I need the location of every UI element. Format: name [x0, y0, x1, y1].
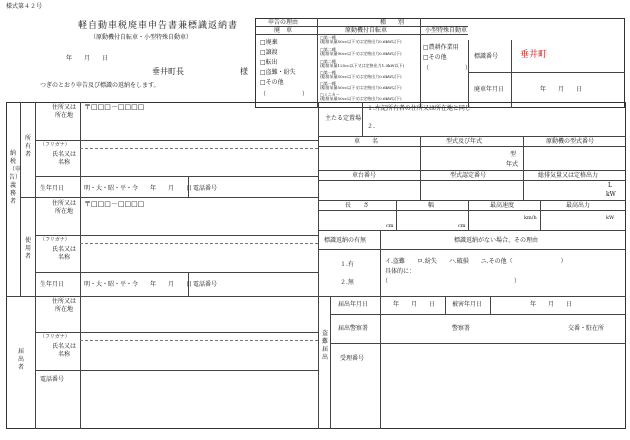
plate-town[interactable]: 垂井町	[520, 50, 548, 60]
taxpayer-label: 納税（申告）義務者	[9, 150, 22, 205]
engine-model-header: 原動機の型式番号	[546, 138, 595, 145]
displacement-header: 総排気量又は定格出力	[538, 172, 599, 179]
declarant-label: 届出者	[17, 348, 24, 371]
user-phone-label: 電話番号	[193, 281, 218, 288]
return-reasons[interactable]: イ.盗難 ロ.紛失 ハ.破損 ニ.その他（ ）	[385, 258, 567, 265]
moped-type-1[interactable]: □ 第二種 (総排気量90cc以下又は定格出力0.8kW以下)	[320, 48, 402, 56]
haisha-date-label: 廃車年月日	[474, 86, 505, 93]
power-unit: kW	[606, 215, 615, 221]
reason-checkbox-1[interactable]: □ 譲渡	[260, 50, 278, 56]
small-type-paren[interactable]: （ ）	[423, 65, 472, 72]
form-number: 様式第４２号	[6, 3, 43, 10]
damage-date-label: 被害年月日	[452, 301, 483, 308]
reason-checkbox-2[interactable]: □ 転出	[260, 60, 278, 66]
width-unit: cm	[458, 223, 466, 229]
declarant-address-label: 住所又は所在地	[51, 298, 76, 313]
submission-date[interactable]: 年 月 日	[66, 55, 109, 62]
owner-postal[interactable]: 〒□□□－□□□□	[84, 103, 145, 111]
user-label: 使用者	[24, 237, 31, 260]
station-label: 届出警察署	[338, 325, 369, 332]
declarant-name-label: 氏名又は名称	[51, 343, 76, 358]
user-birth-value[interactable]: 明・大・昭・平・令 年 月 日	[84, 281, 193, 288]
approval-header: 型式認定番号	[450, 172, 487, 179]
addressee: 垂井町長	[152, 67, 184, 76]
user-name-label: 氏名又は名称	[51, 246, 76, 261]
user-address-label: 住所又は所在地	[51, 200, 76, 215]
user-postal[interactable]: 〒□□□－□□□□	[84, 200, 145, 208]
moped-type-5[interactable]: □ ミニカー (総排気量50cc以下又は定格出力0.6kW以下)	[320, 93, 402, 101]
owner-label: 所有者	[24, 135, 31, 158]
return-specific: 具体的に：	[385, 268, 416, 275]
small-special-header: 小型特殊自動車	[425, 27, 468, 34]
return-label: 標識返納の有無	[324, 237, 367, 244]
small-type-0[interactable]: □ 農耕作業用	[423, 45, 459, 51]
vehicle-name-header: 車 名	[354, 138, 379, 145]
reason-header: 申告の理由	[268, 19, 299, 26]
model-year-header: 型式及び年式	[446, 138, 483, 145]
storage-option-1[interactable]: １.左記所有者の住所又は所在地と同じ	[367, 105, 471, 112]
storage-option-2[interactable]: ２.	[367, 123, 375, 130]
doc-subtitle: （原動機付自転車・小型特殊自動車）	[90, 34, 193, 41]
moped-type-4[interactable]: □ 第一種 (総排気量50cc以下又は定格出力0.6kW以下)	[320, 82, 402, 90]
year-suffix: 年式	[506, 161, 519, 168]
reason-other-paren[interactable]: （ ）	[260, 91, 309, 98]
user-birth-label: 生年月日	[40, 281, 65, 288]
unit-l: L	[608, 182, 612, 189]
reason-checkbox-4[interactable]: □ その他	[260, 80, 284, 86]
moped-type-2[interactable]: □ 第二種 (総排気量125cc以下又は定格出力1.0kW以下)	[320, 60, 404, 68]
length-header: 長 さ	[345, 202, 370, 209]
receipt-label: 受理番号	[340, 355, 365, 362]
reason-checkbox-0[interactable]: □ 廃棄	[260, 40, 278, 46]
length-unit: cm	[386, 223, 394, 229]
main-table	[6, 102, 626, 429]
owner-name-label: 氏名又は名称	[51, 151, 76, 166]
doc-title: 軽自動車税廃車申告書兼標識返納書	[78, 21, 239, 31]
reason-checkbox-3[interactable]: □ 盗難・紛失	[260, 70, 296, 76]
speed-unit: km/h	[524, 215, 537, 221]
station-suffix: 警察署	[452, 325, 471, 332]
haisha-header: 廃 車	[274, 27, 293, 34]
declarant-furigana-label: （フリガナ）	[40, 334, 70, 340]
owner-phone-label: 電話番号	[193, 185, 218, 192]
return-no[interactable]: ２.無	[340, 279, 354, 286]
plate-number-label: 標識番号	[474, 53, 499, 60]
storage-label: 主たる定置場	[325, 115, 362, 122]
koban-suffix: 交番・駐在所	[568, 325, 605, 332]
police-date-value[interactable]: 年 月 日	[393, 301, 436, 308]
speed-header: 最高速度	[490, 202, 515, 209]
return-reason-label: 標識返納がない場合、その理由	[454, 237, 539, 244]
owner-address-label: 住所又は所在地	[51, 104, 76, 119]
type-header: 種 別	[380, 19, 405, 26]
haisha-date-value[interactable]: 年 月 日	[540, 86, 583, 93]
owner-birth-value[interactable]: 明・大・昭・平・令 年 月 日	[84, 185, 193, 192]
intro-text: つぎのとおり申告及び標識の返納をします。	[40, 82, 160, 89]
moped-type-0[interactable]: □ 第一種 (総排気量50cc以下又は定格出力0.6kW以下)	[320, 36, 402, 44]
moped-header: 原動機付自転車	[345, 27, 388, 34]
return-yes[interactable]: １.有	[340, 261, 354, 268]
police-date-label: 届出年月日	[338, 301, 369, 308]
damage-date-value[interactable]: 年 月 日	[530, 301, 573, 308]
small-type-1[interactable]: □ その他	[423, 55, 447, 61]
declarant-phone-label: 電話番号	[40, 376, 65, 383]
chassis-header: 車台番号	[352, 172, 377, 179]
owner-furigana-label: （フリガナ）	[40, 142, 70, 148]
owner-birth-label: 生年月日	[40, 185, 65, 192]
moped-type-3[interactable]: □ 第一種 (総排気量50cc以下又は定格出力0.6kW以下)	[320, 71, 402, 79]
power-header: 最高出力	[566, 202, 591, 209]
user-furigana-label: （フリガナ）	[40, 237, 70, 243]
model-suffix: 型	[510, 151, 517, 158]
unit-kw: kW	[606, 191, 616, 198]
return-specific-paren[interactable]: （ ）	[382, 278, 521, 285]
width-header: 幅	[428, 202, 435, 209]
addressee-honorific: 様	[240, 67, 248, 76]
police-report-label: 盗難届出	[321, 330, 328, 361]
